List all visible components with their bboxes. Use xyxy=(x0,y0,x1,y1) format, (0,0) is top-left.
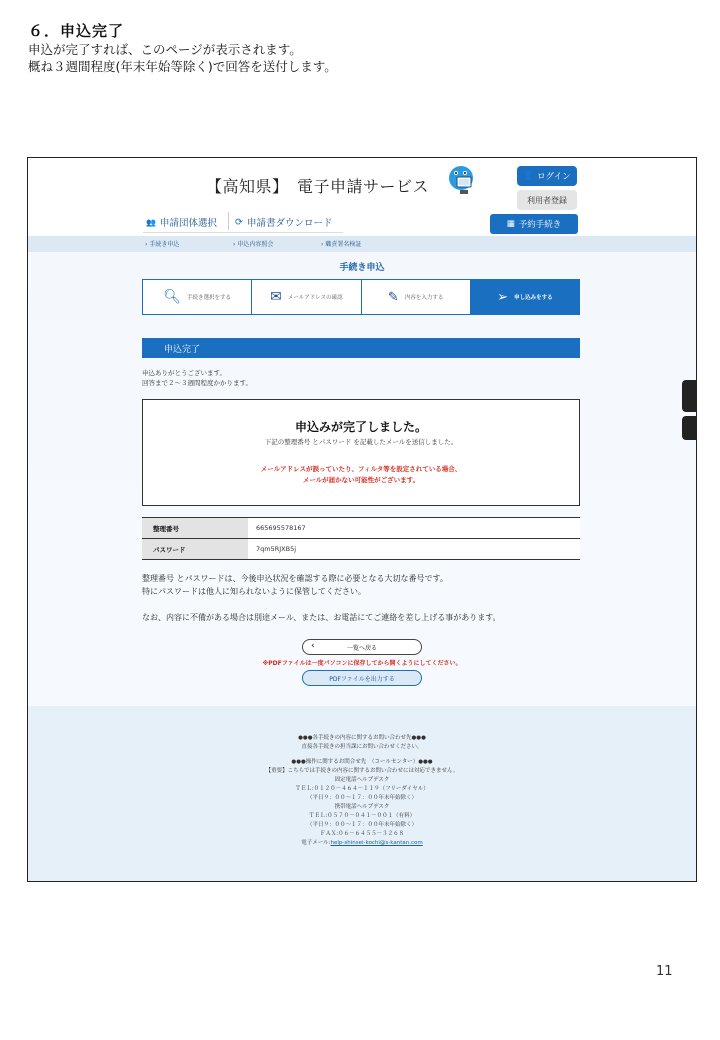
footer-line: ＦＡＸ:０６－６４５５－３２６８ xyxy=(319,831,405,837)
step-email: ✉ メールアドレスの確認 xyxy=(252,280,361,314)
credential-table xyxy=(142,517,580,560)
crumb-apply[interactable]: › 手続き申込 xyxy=(145,241,180,248)
screenshot-frame xyxy=(27,157,697,882)
footer-line: 【重要】こちらでは手続きの内容に関するお問い合わせには対応できません。 xyxy=(265,768,459,774)
section-title: ６．申込完了 xyxy=(28,22,125,40)
step-select: 🔍︎ 手続き選択をする xyxy=(143,280,252,314)
completion-title: 申込みが完了しました。 xyxy=(294,420,427,434)
footer-line: 直接各手続きの担当課にお問い合わせください。 xyxy=(301,744,423,750)
ref-number-label: 整理番号 xyxy=(142,518,248,539)
description-line-1: 申込が完了すれば、このページが表示されます。 xyxy=(28,42,302,57)
reserve-label: 予約手続き xyxy=(518,220,562,230)
chevron-left-icon: ‹ xyxy=(311,641,315,651)
site-footer xyxy=(28,706,696,882)
email-link[interactable]: help-shinsei-kochi@s-kantan.com xyxy=(330,840,423,846)
contact-note: なお、内容に不備がある場合は別途メール、または、お電話にてご連絡を差し上げる事があります。 xyxy=(142,613,501,622)
section-bar: 申込完了 xyxy=(142,338,580,358)
table-row xyxy=(142,539,580,560)
completion-subtext: 下記の整理番号 とパスワード を記載したメールを送信しました。 xyxy=(264,438,458,446)
back-to-list-button[interactable] xyxy=(302,639,422,655)
footer-line: 固定電話ヘルプデスク xyxy=(334,777,390,783)
step-indicator xyxy=(142,279,580,315)
nav-download[interactable] xyxy=(235,215,332,229)
site-title: 【高知県】 電子申請サービス xyxy=(206,177,430,196)
password-label: パスワード xyxy=(142,539,248,560)
nav-download-label: 申請書ダウンロード xyxy=(246,218,333,229)
footer-line: ●●●各手続きの内容に関するお問い合わせ先●●● xyxy=(298,735,426,741)
footer-email-line: 電子メール:help-shinsei-kochi@s-kantan.com xyxy=(301,840,423,846)
page-heading: 手続き申込 xyxy=(339,263,385,273)
group-icon: 👥 xyxy=(146,217,156,227)
site-header xyxy=(28,158,696,236)
page-number: 11 xyxy=(656,964,673,979)
step-submit: ➢ 申し込みをする xyxy=(471,280,579,314)
crumb-inquiry[interactable]: › 申込内容照会 xyxy=(233,241,274,248)
document-header xyxy=(28,22,688,75)
side-tab-help[interactable] xyxy=(682,416,696,440)
table-row xyxy=(142,518,580,539)
footer-line: ＴＥＬ:０１２０－４６４－１１９（フリーダイヤル） xyxy=(295,786,429,792)
step-input: ✎ 内容を入力する xyxy=(362,280,471,314)
description-line-2: 概ね３週間程度(年末年始等除く)で回答を送付します。 xyxy=(28,59,337,74)
footer-line: ●●●操作に関するお問合せ先 （コールセンター）●●● xyxy=(291,759,433,765)
nav-org-select[interactable] xyxy=(146,215,217,229)
register-button[interactable]: 利用者登録 xyxy=(517,190,577,210)
footer-line: 携帯電話ヘルプデスク xyxy=(334,804,390,810)
footer-line: ＴＥＬ:０５７０－０４１－００１（有料） xyxy=(308,813,416,819)
footer-line: （平日９：００～１７：００年末年始除く） xyxy=(306,795,417,801)
password-value: 7qm5RJXB5j xyxy=(248,539,580,560)
send-icon: ➢ xyxy=(497,289,509,305)
login-button[interactable] xyxy=(517,166,577,186)
reserve-button[interactable] xyxy=(490,214,578,234)
login-label: ログイン xyxy=(537,172,571,182)
nav-org-label: 申請団体選択 xyxy=(159,218,217,229)
search-icon: 🔍︎ xyxy=(163,289,181,305)
email-warning: メールアドレスが誤っていたり、フィルタ等を設定されている場合、 メールが届かない可能性がございます。 xyxy=(260,465,462,484)
notes: 整理番号 とパスワードは、今後申込状況を確認する際に必要となる大切な番号です。 特にパスワードは他人に知られないように保管してください。 xyxy=(142,574,448,596)
thanks-text: 申込ありがとうございます。 回答まで２～３週間程度かかります。 xyxy=(142,369,252,387)
side-tab-operation[interactable] xyxy=(682,380,696,412)
pdf-output-button[interactable]: PDFファイルを出力する xyxy=(302,670,422,686)
pencil-icon: ✎ xyxy=(387,289,399,305)
envelope-icon: ✉ xyxy=(270,289,282,305)
crumb-verify[interactable]: › 職責署名検証 xyxy=(321,241,362,248)
completion-message-box xyxy=(142,399,580,506)
user-icon: 👤 xyxy=(523,171,534,181)
back-label: 一覧へ戻る xyxy=(346,644,377,652)
nav-underline xyxy=(143,232,343,233)
footer-line: （平日９：００～１７：００年末年始除く） xyxy=(306,822,417,828)
pdf-warning: ※PDFファイルは一度パソコンに保存してから開くようにしてください。 xyxy=(262,660,462,667)
breadcrumb xyxy=(28,236,696,252)
mascot-icon xyxy=(446,164,480,198)
download-icon: ⟳ xyxy=(235,216,243,228)
calendar-icon: ▦ xyxy=(506,219,515,229)
ref-number-value: 665695578167 xyxy=(248,518,580,539)
nav-divider xyxy=(228,212,229,230)
